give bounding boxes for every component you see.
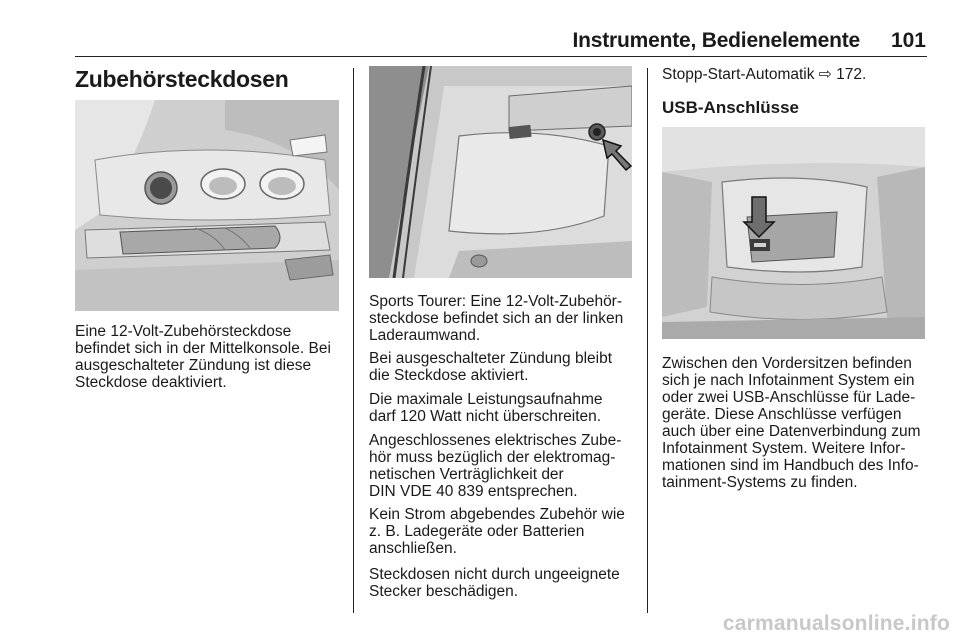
load-compartment-figure bbox=[369, 66, 632, 278]
paragraph-max-power: Die maximale Leistungsaufnahme darf 120 Watt nicht überschreiten. bbox=[369, 391, 603, 425]
usb-ports-armrest-illustration-icon bbox=[662, 127, 925, 339]
section-title: Zubehörsteckdosen bbox=[75, 66, 289, 92]
paragraph-ignition: Bei ausgeschalteter Zündung bleibt die Steckdose aktiviert. bbox=[369, 350, 612, 384]
watermark: carmanualsonline.info bbox=[722, 612, 950, 635]
usb-ports-figure bbox=[662, 127, 925, 339]
running-header-title: Instrumente, Bedienelemente bbox=[572, 29, 860, 52]
page-number: 101 bbox=[890, 29, 926, 52]
console-outlet-paragraph: Eine 12-Volt-Zubehörsteckdose befindet sich in der Mittelkonsole. Bei ausgeschalteter Zündung ist diese Steckdose deaktiviert. bbox=[75, 323, 331, 391]
subsection-title: USB-Anschlüsse bbox=[662, 98, 799, 117]
load-compartment-power-outlet-illustration-icon bbox=[369, 66, 632, 278]
paragraph-location: Sports Tourer: Eine 12-Volt-Zubehör- steckdose befindet sich an der linken Laderaumwand. bbox=[369, 293, 624, 344]
centre-console-power-outlet-illustration-icon bbox=[75, 100, 339, 311]
usb-ports-paragraph: Zwischen den Vordersitzen befinden sich je nach Infotainment System ein oder zwei USB-Anschlüsse für Lade- geräte. Diese Anschlüsse verfügen auch über eine Datenverbindung zum Infotainment System. Weitere Infor- mationen sind im Handbuch des Info- tainment-Systems zu finden. bbox=[662, 355, 921, 491]
centre-console-figure bbox=[75, 100, 339, 311]
column-divider-right bbox=[647, 68, 648, 613]
paragraph-no-current-accessories: Kein Strom abgebendes Zubehör wie z. B. Ladegeräte oder Batterien anschließen. bbox=[369, 506, 625, 557]
column-divider-left bbox=[353, 68, 354, 613]
paragraph-emc: Angeschlossenes elektrisches Zube- hör muss bezüglich der elektromag- netischen Verträglichkeit der DIN VDE 40 839 entsprechen. bbox=[369, 432, 622, 500]
paragraph-unsuitable-plugs: Steckdosen nicht durch ungeeignete Stecker beschädigen. bbox=[369, 566, 620, 600]
header-rule bbox=[75, 56, 927, 57]
cross-reference: Stopp-Start-Automatik ⇨ 172. bbox=[662, 66, 867, 83]
